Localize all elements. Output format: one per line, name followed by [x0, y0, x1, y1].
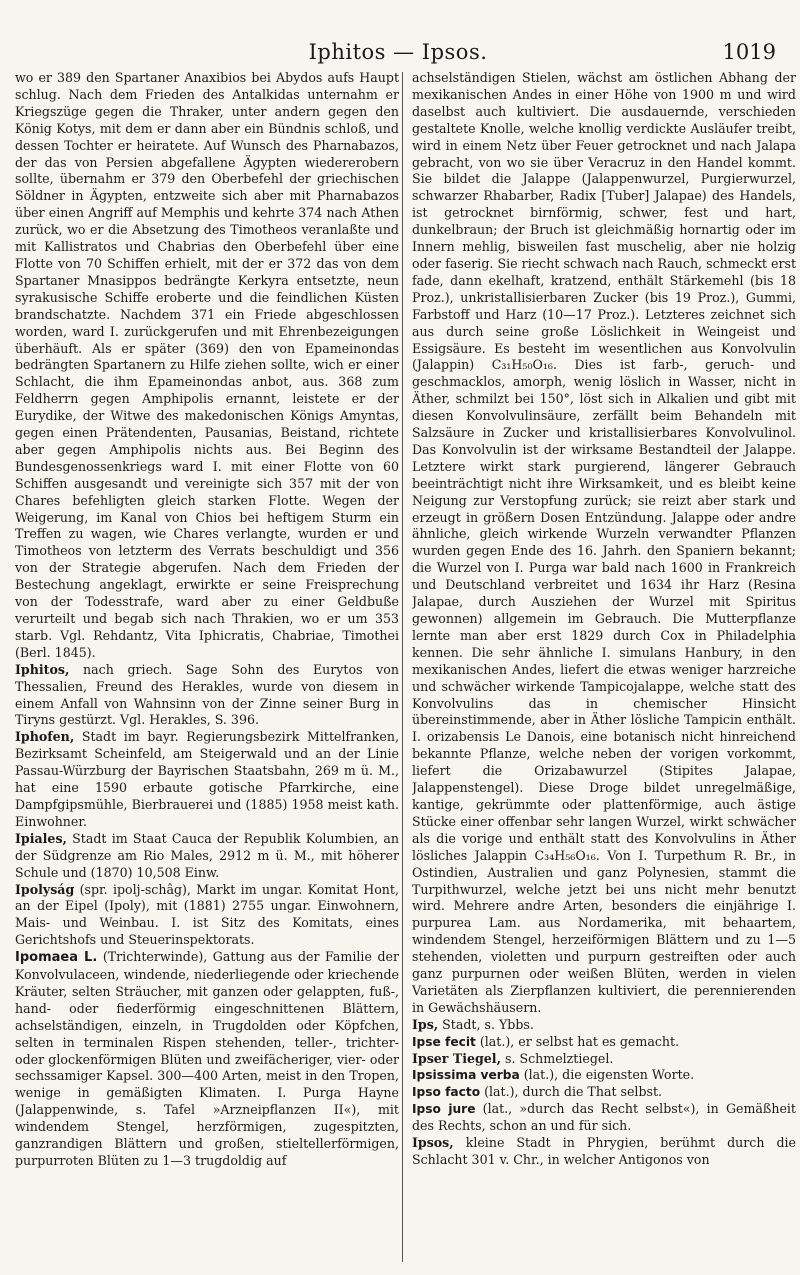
entry-iphofen — [15, 729, 399, 830]
entry-text: (lat.), durch die That selbst. — [480, 1084, 663, 1100]
entry-ipsos — [412, 1135, 796, 1169]
entry-ips — [412, 1017, 796, 1034]
entry-ipolysag — [15, 882, 399, 950]
entry-text: Stadt im bayr. Regierungsbezirk Mittelfranken, Bezirksamt Scheinfeld, am Steigerwald und an der Linie Passau-Würzburg der Bayrischen Staatsbahn, 269 m ü. M., hat eine 1590 erbaute gotische Pfarrkirche, eine Dampfgipsmühle, Bierbrauerei und (1885) 1958 meist kath. Einwohner. — [15, 729, 399, 829]
headword-ips: Ips, — [412, 1016, 439, 1032]
headword-ipse-fecit: Ipse fecit — [412, 1034, 476, 1049]
headword-iphofen: Iphofen, — [15, 729, 75, 745]
right-column — [412, 70, 796, 1265]
headword-ipiales: Ipiales, — [15, 830, 67, 846]
entry-ipser-tiegel — [412, 1051, 796, 1068]
headword-ipso-facto: Ipso facto — [412, 1085, 481, 1100]
entry-ipomaea-continued: achselständigen Stielen, wächst am östlichen Abhang der mexikanischen Andes in einer Höhe von 1900 m und wird daselbst auch kultiviert. Die ausdauernde, verschieden gestaltete Knolle, welche knollig verdickte Ausläufer treibt, wird in einem Netz über Feuer getrocknet und nach Jalapa gebracht, von wo sie über Veracruz in den Handel kommt. Sie bildet die Jalappe (Jalappenwurzel, Purgierwurzel, schwarzer Rhabarber, Radix [Tuber] Jalapae) des Handels, ist getrocknet birnförmig, schwer, fest und hart, dunkelbraun; der Bruch ist gleichmäßig hornartig oder im Innern mehlig, bisweilen fast muschelig, aber nie holzig oder faserig. Sie riecht schwach nach Rauch, schmeckt erst fade, dann ekelhaft, kratzend, enthält Stärkemehl (bis 18 Proz.), unkristallisierbaren Zucker (bis 19 Proz.), Gummi, Farbstoff und Harz (10—17 Proz.). Letzteres zeichnet sich aus durch seine große Löslichkeit in Weingeist und Essigsäure. Es besteht im wesentlichen aus Konvolvulin (Jalappin) C₃₁H₅₀O₁₆. Dies ist farb-, geruch- und geschmacklos, amorph, wenig löslich in Wasser, nicht in Äther, schmilzt bei 150°, löst sich in Alkalien und gibt mit diesen Konvolvulinsäure, zerfällt beim Behandeln mit Salzsäure in Zucker und kristallisierbares Konvolvulinol. Das Konvolvulin ist der wirksame Bestandteil der Jalappe. Letztere wirkt stark purgierend, längerer Gebrauch beeinträchtigt nicht ihre Wirksamkeit, und es bleibt keine Neigung zur Verstopfung zurück; sie reizt aber stark und erzeugt in größern Dosen Entzündung. Jalappe oder andre ähnliche, gleich wirkende Wurzeln verwandter Pflanzen wurden gegen Ende des 16. Jahrh. den Spaniern bekannt; die Wurzel von I. Purga war bald nach 1600 in Frankreich und Deutschland verbreitet und 1634 ihr Harz (Resina Jalapae, durch Ausziehen der Wurzel mit Spiritus gewonnen) allgemein im Gebrauch. Die Mutterpflanze lernte man aber erst 1829 durch Cox in Philadelphia kennen. Die sehr ähnliche I. simulans Hanbury, in den mexikanischen Andes, liefert die etwas weniger harzreiche und schwächer wirkende Tampicojalappe, welche statt des Konvolvulins das in chemischer Hinsicht übereinstimmende, aber in Äther lösliche Tampicin enthält. I. orizabensis Le Danois, eine botanisch nicht hinreichend bekannte Pflanze, welche neben der vorigen vorkommt, liefert die Orizabawurzel (Stipites Jalapae, Jalappenstengel). Diese Droge bildet unregelmäßige, kantige, gekrümmte oder plattenförmige, auch ästige Stücke einer offenbar sehr langen Wurzel, wirkt schwächer als die vorige und enthält statt des Konvolvulins in Äther lösliches Jalappin C₃₄H₅₆O₁₆. Von I. Turpethum R. Br., in Ostindien, Australien und ganz Polynesien, stammt die Turpithwurzel, welche jetzt bei uns nicht mehr benutzt wird. Mehrere andre Arten, besonders die einjährige I. purpurea Lam. aus Nordamerika, mit behaartem, windendem Stengel, herzeiförmigen Blättern und zu 1—5 stehenden, violetten und purpurn gestreiften oder auch ganz purpurnen oder weißen Blüten, werden in vielen Varietäten als Zierpflanzen kultiviert, die perennierenden in Gewächshäusern. — [412, 70, 796, 1015]
entry-text: (lat., »durch das Recht selbst«), in Gemäßheit des Rechts, schon an und für sich. — [412, 1101, 796, 1134]
headword-ipso-jure: Ipso jure — [412, 1102, 476, 1117]
headword-ipomaea: Ipomaea L. — [15, 950, 98, 966]
entry-ipsissima-verba — [412, 1067, 796, 1084]
entry-text: (lat.), er selbst hat es gemacht. — [475, 1033, 680, 1049]
running-title: Iphitos — Ipsos. — [308, 40, 488, 64]
entry-text: s. Schmelztiegel. — [500, 1050, 614, 1066]
headword-ipser-tiegel: Ipser Tiegel, — [412, 1050, 501, 1066]
entry-text: (Trichterwinde), Gattung aus der Familie der Konvolvulaceen, windende, niederliegende oder kriechende Kräuter, selten Sträucher, mit ganzen oder gelappten, fuß-, hand- oder fiederförmig eingeschnittenen Blättern, achselständigen, einzeln, in Trugdolden oder Köpfchen, selten in terminalen Rispen stehenden, teller-, trichter- oder glockenförmigen Blüten und zweifächeriger, vier- oder sechssamiger Kapsel. 300—400 Arten, meist in den Tropen, wenige in gemäßigten Klimaten. I. Purga Hayne (Jalappenwinde, s. Tafel »Arzneipflanzen II«), mit windendem Stengel, herzförmigen, zugespitzten, ganzrandigen Blättern und großen, stieltellerförmigen, purpurroten Blüten zu 1—3 trugdoldig auf — [15, 949, 399, 1168]
headword-ipsissima-verba: Ipsissima verba — [412, 1068, 520, 1083]
entry-ipomaea — [15, 949, 399, 1170]
page-number: 1019 — [722, 40, 776, 64]
entry-text: (lat.), die eigensten Worte. — [519, 1067, 695, 1083]
entry-ipso-facto — [412, 1084, 796, 1101]
entry-text: kleine Stadt in Phrygien, berühmt durch die Schlacht 301 v. Chr., in welcher Antigonos von — [412, 1135, 796, 1167]
left-column — [15, 70, 399, 1265]
entry-ipso-jure — [412, 1101, 796, 1135]
entry-iphitos — [15, 662, 399, 730]
headword-ipolysag: Ipolyság — [15, 881, 75, 897]
headword-iphitos: Iphitos, — [15, 661, 70, 677]
column-divider — [402, 72, 403, 1262]
entry-ipse-fecit — [412, 1034, 796, 1051]
entry-text: Stadt, s. Ybbs. — [438, 1016, 534, 1032]
entry-iphikrates-continued: wo er 389 den Spartaner Anaxibios bei Abydos aufs Haupt schlug. Nach dem Frieden des Antalkidas unternahm er Kriegszüge gegen die Thraker, unter andern gegen den König Kotys, mit dem er dann aber ein Bündnis schloß, und dessen Tochter er heiratete. Auf Wunsch des Pharnabazos, der das von Persien abgefallene Ägypten wiedererobern sollte, übernahm er 379 den Oberbefehl der griechischen Söldner in Ägypten, entzweite sich aber mit Pharnabazos über einen Angriff auf Memphis und kehrte 374 nach Athen zurück, wo er die Absetzung des Timotheos veranlaßte und mit Kallistratos und Chabrias den Oberbefehl über eine Flotte von 70 Schiffen erhielt, mit der er 372 das von dem Spartaner Mnasippos bedrängte Kerkyra entsetzte, neun syrakusische Schiffe eroberte und die feindlichen Küsten brandschatzte. Nachdem 371 ein Friede abgeschlossen worden, ward I. zurückgerufen und mit Ehrenbezeigungen überhäuft. Als er später (369) den von Epameinondas bedrängten Spartanern zu Hilfe ziehen sollte, wich er einer Schlacht, die ihm Epameinondas anbot, aus. 368 zum Feldherrn gegen Amphipolis ernannt, leistete er der Eurydike, der Witwe des makedonischen Königs Amyntas, gegen einen Prätendenten, Pausanias, Beistand, richtete aber gegen Amphipolis nichts aus. Bei Beginn des Bundesgenossenkriegs ward I. mit einer Flotte von 60 Schiffen ausgesandt und vereinigte sich 357 mit der von Chares befehligten gleich starken Flotte. Wegen der Weigerung, im Kanal von Chios bei heftigem Sturm ein Treffen zu wagen, wie Chares verlangte, wurden er und Timotheos von letzterm des Verrats beschuldigt und 356 von der Strategie abgerufen. Nach dem Frieden der Bestechung angeklagt, erwirkte er seine Freisprechung von der Todesstrafe, ward aber zu einer Geldbuße verurteilt und begab sich nach Thrakien, wo er um 353 starb. Vgl. Rehdantz, Vita Iphicratis, Chabriae, Timothei (Berl. 1845). — [15, 70, 399, 660]
entry-text: (spr. ipolj-schâg), Markt im ungar. Komitat Hont, an der Eipel (Ipoly), mit (1881) 2755 ungar. Einwohnern, Mais- und Weinbau. I. ist Sitz des Komitats, eines Gerichtshofs und Steuerinspektorats. — [15, 881, 399, 948]
entry-ipiales — [15, 831, 399, 882]
running-header — [20, 40, 776, 68]
entry-text: nach griech. Sage Sohn des Eurytos von Thessalien, Freund des Herakles, wurde von diesem in einem Anfall von Wahnsinn von der Zinne seiner Burg in Tiryns gestürzt. Vgl. Herakles, S. 396. — [15, 661, 399, 728]
headword-ipsos: Ipsos, — [412, 1135, 454, 1151]
entry-text: Stadt im Staat Cauca der Republik Kolumbien, an der Südgrenze am Rio Males, 2912 m ü. M., mit höherer Schule und (1870) 10,508 Einw. — [15, 830, 399, 880]
